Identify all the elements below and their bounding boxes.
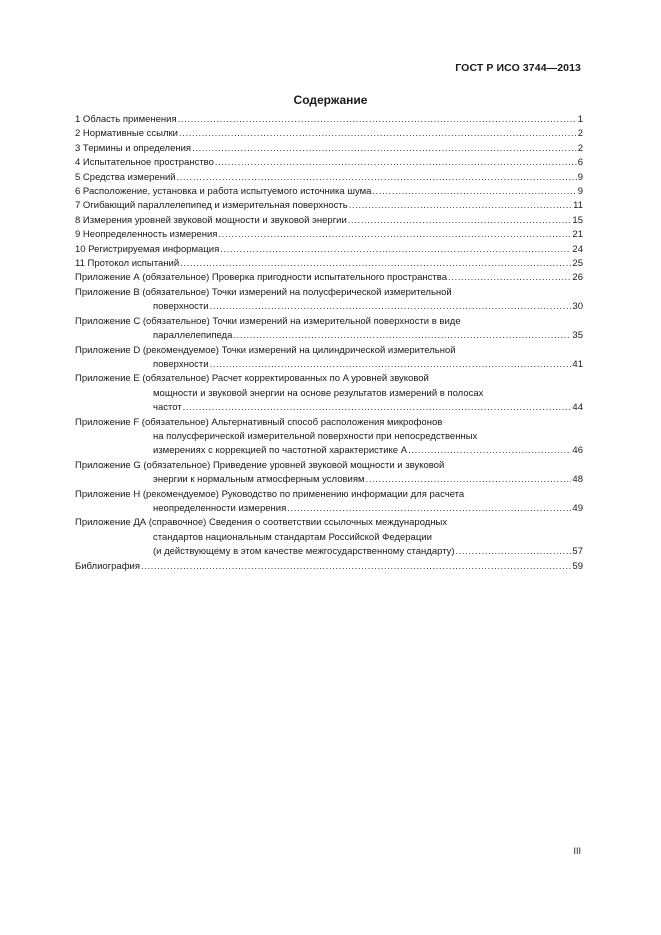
- toc-entry-page: 24: [572, 243, 583, 255]
- appendix-heading: Приложение С (обязательное) Точки измерений на измерительной поверхности в виде: [75, 315, 461, 327]
- toc-entry-page: 57: [572, 546, 583, 558]
- toc-entry-page: 15: [572, 214, 583, 226]
- appendix-heading: Приложение Е (обязательное) Расчет корректированных по A уровней звуковой: [75, 373, 429, 385]
- leader-dots: [218, 228, 571, 242]
- leader-dots: [408, 444, 571, 458]
- toc-line: [75, 401, 583, 415]
- toc-line: [75, 257, 583, 271]
- toc-entry-title: Приложение А (обязательное) Проверка пригодности испытательного пространства: [75, 272, 447, 284]
- toc-entry-appendix[interactable]: [75, 344, 583, 373]
- leader-dots: [349, 199, 572, 213]
- leader-dots: [220, 243, 571, 257]
- toc-entry[interactable]: [75, 257, 583, 271]
- appendix-heading: Приложение G (обязательное) Приведение уровней звуковой мощности и звуковой: [75, 459, 445, 471]
- appendix-heading: Приложение Н (рекомендуемое) Руководство по применению информации для расчета: [75, 488, 465, 500]
- toc-entry-page: 35: [572, 330, 583, 342]
- leader-dots: [210, 300, 572, 314]
- toc-entry-title: 3 Термины и определения: [75, 142, 192, 154]
- page-number: III: [573, 846, 581, 856]
- document-code: ГОСТ Р ИСО 3744—2013: [455, 62, 581, 74]
- toc-entry-page: 49: [572, 502, 583, 514]
- toc-entry-title: поверхности: [153, 301, 209, 313]
- toc-entry-page: 30: [572, 301, 583, 313]
- toc-entry-title: 10 Регистрируемая информация: [75, 243, 220, 255]
- toc-line: [75, 444, 583, 458]
- toc-entry-title: 9 Неопределенность измерения: [75, 229, 218, 241]
- toc-entry[interactable]: [75, 113, 583, 127]
- toc-appendices: [75, 286, 583, 560]
- toc-line: [75, 199, 583, 213]
- leader-dots: [183, 401, 572, 415]
- toc-entry-title: Библиография: [75, 560, 140, 572]
- leader-dots: [372, 185, 576, 199]
- toc-entry-page: 11: [573, 200, 583, 212]
- toc-line: [75, 329, 583, 343]
- leader-dots: [233, 329, 571, 343]
- toc-entry-title: 1 Область применения: [75, 114, 177, 125]
- toc-entry-page: 6: [577, 157, 583, 169]
- leader-dots: [141, 560, 571, 574]
- leader-dots: [210, 358, 572, 372]
- appendix-title-line: мощности и звуковой энергии на основе результатов измерений в полосах: [153, 387, 484, 399]
- toc-entry[interactable]: [75, 199, 583, 213]
- toc-entry-title: энергии к нормальным атмосферным условиям: [153, 474, 365, 486]
- toc-line: [75, 300, 583, 314]
- toc-line: [75, 214, 583, 228]
- toc-entry-page: 26: [572, 272, 583, 284]
- toc-entry-title: измерениях с коррекцией по частотной характеристике A: [153, 445, 408, 457]
- toc-entry[interactable]: [75, 127, 583, 141]
- appendix-heading: Приложение ДА (справочное) Сведения о соответствии ссылочных международных: [75, 517, 448, 529]
- appendix-heading: Приложение В (обязательное) Точки измерений на полусферической измерительной: [75, 286, 452, 298]
- toc-line: [75, 473, 583, 487]
- toc-entry-page: 46: [572, 445, 583, 457]
- toc-entry-title: 2 Нормативные ссылки: [75, 128, 178, 140]
- toc-entry-title: поверхности: [153, 358, 209, 370]
- toc-entry-page: 2: [577, 128, 583, 140]
- toc-entry-title: 11 Протокол испытаний: [75, 258, 180, 270]
- toc-line: [75, 127, 583, 141]
- toc-entry-page: 41: [572, 358, 583, 370]
- toc-entry-title: 6 Расположение, установка и работа испытуемого источника шума: [75, 186, 372, 198]
- toc-entry-appendix[interactable]: [75, 286, 583, 315]
- toc-entry[interactable]: [75, 185, 583, 199]
- leader-dots: [366, 473, 572, 487]
- appendix-title-line: стандартов национальным стандартам Российской Федерации: [153, 531, 432, 543]
- toc-entry-page: 2: [577, 142, 583, 154]
- toc-entry[interactable]: [75, 214, 583, 228]
- toc-main-sections: [75, 113, 583, 286]
- toc-entry-page: 9: [577, 186, 583, 198]
- toc-entry-title: 7 Огибающий параллелепипед и измерительная поверхность: [75, 200, 348, 212]
- toc-entry-appendix[interactable]: [75, 488, 583, 517]
- toc-entry-title: частот: [153, 402, 182, 414]
- leader-dots: [215, 156, 577, 170]
- toc-entry-appendix[interactable]: [75, 416, 583, 459]
- leader-dots: [448, 271, 571, 285]
- toc-entry-appendix[interactable]: [75, 516, 583, 559]
- toc-entry-page: 48: [572, 474, 583, 486]
- leader-dots: [348, 214, 572, 228]
- leader-dots: [179, 127, 577, 141]
- leader-dots: [287, 502, 571, 516]
- toc-line: [75, 271, 583, 285]
- table-of-contents: [75, 113, 583, 574]
- toc-line: [75, 545, 583, 559]
- toc-line: [75, 228, 583, 242]
- toc-line: [75, 243, 583, 257]
- leader-dots: [177, 171, 577, 185]
- toc-entry-title: (и действующему в этом качестве межгосударственному стандарту): [153, 546, 455, 558]
- toc-entry[interactable]: [75, 156, 583, 170]
- leader-dots: [192, 142, 577, 156]
- toc-entry-title: 5 Средства измерений: [75, 171, 176, 183]
- toc-entry-bibliography[interactable]: [75, 560, 583, 574]
- toc-entry-title: 4 Испытательное пространство: [75, 157, 214, 169]
- toc-entry-appendix[interactable]: [75, 459, 583, 488]
- toc-entry-page: 21: [572, 229, 583, 241]
- toc-entry[interactable]: [75, 243, 583, 257]
- toc-entry-page: 9: [577, 171, 583, 183]
- toc-entry-appendix[interactable]: [75, 372, 583, 415]
- appendix-heading: Приложение D (рекомендуемое) Точки измерений на цилиндрической измерительной: [75, 344, 456, 356]
- toc-entry[interactable]: [75, 142, 583, 156]
- toc-entry[interactable]: [75, 171, 583, 185]
- toc-line: [75, 142, 583, 156]
- appendix-title-line: на полусферической измерительной поверхности при непосредственных: [153, 430, 478, 442]
- toc-entry-page: 44: [572, 402, 583, 414]
- toc-entry[interactable]: [75, 271, 583, 285]
- toc-line: [75, 113, 583, 127]
- toc-entry-page: 1: [577, 114, 583, 125]
- appendix-heading: Приложение F (обязательное) Альтернативный способ расположения микрофонов: [75, 416, 443, 428]
- toc-title: Содержание: [293, 93, 368, 107]
- toc-line: [75, 185, 583, 199]
- toc-entry-title: неопределенности измерения: [153, 502, 287, 514]
- toc-line: [75, 156, 583, 170]
- leader-dots: [178, 113, 577, 127]
- toc-entry-appendix[interactable]: [75, 315, 583, 344]
- leader-dots: [456, 545, 572, 559]
- toc-entry-page: 59: [572, 560, 583, 572]
- toc-line: [75, 171, 583, 185]
- toc-line: [75, 358, 583, 372]
- leader-dots: [180, 257, 571, 271]
- toc-entry-title: параллелепипеда: [153, 330, 233, 342]
- toc-entry[interactable]: [75, 228, 583, 242]
- toc-line: [75, 502, 583, 516]
- toc-entry-title: 8 Измерения уровней звуковой мощности и звуковой энергии: [75, 214, 347, 226]
- toc-entry-page: 25: [572, 258, 583, 270]
